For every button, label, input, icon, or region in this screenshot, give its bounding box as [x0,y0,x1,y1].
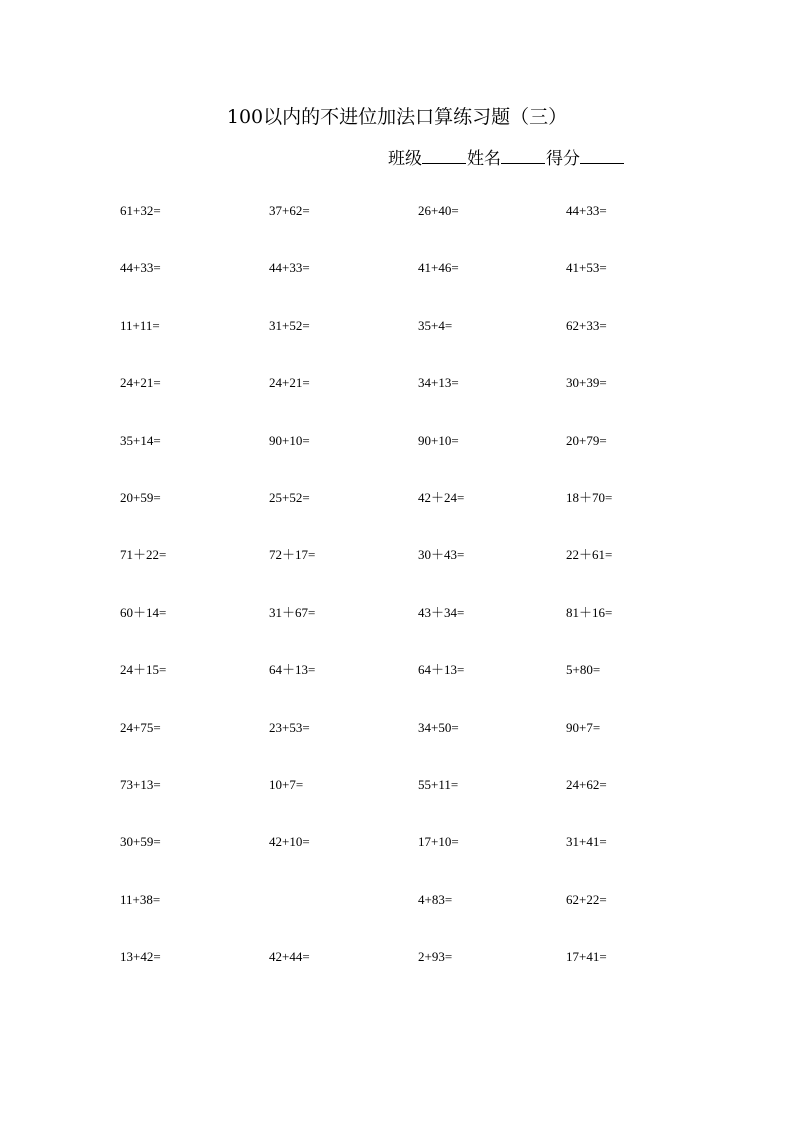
problem-row [120,719,720,776]
problem-item: 26+40= [418,203,459,218]
problem-item: 60＋14= [120,604,167,620]
problem-row [120,489,720,546]
problem-item: 13+42= [120,949,161,965]
problem-item: 35+4= [418,317,453,333]
problem-row [120,432,720,489]
score-blank[interactable] [580,147,624,164]
problem-item: 35+14= [120,432,161,448]
problem-item: 24+21= [269,375,310,391]
problem-item: 44+33= [269,260,310,276]
problem-item: 4+83= [418,891,453,907]
problem-item: 44+33= [120,260,161,276]
class-blank[interactable] [422,147,466,164]
problem-item: 41+53= [566,260,607,276]
problem-item: 20+79= [566,432,607,448]
problem-item: 73+13= [120,776,161,792]
problem-row [120,661,720,718]
problem-row [120,891,720,948]
problem-item: 17+10= [418,834,459,850]
problem-row [120,259,720,316]
page-title: 100以内的不进位加法口算练习题（三） [226,106,568,128]
problem-row [120,604,720,661]
problem-item: 30+59= [120,834,161,850]
problem-item: 30＋43= [418,547,465,563]
problem-item: 10+7= [269,776,304,792]
problem-row [120,202,720,259]
problem-item: 81＋16= [566,604,613,620]
problem-row [120,776,720,833]
problem-item: 64＋13= [418,662,465,678]
student-info-line [388,147,625,170]
problem-item: 31+41= [566,834,607,850]
problem-item: 24+21= [120,375,161,391]
problem-item: 34+50= [418,719,459,735]
problem-item: 42＋24= [418,489,465,505]
problem-row [120,546,720,603]
problem-item: 31＋67= [269,604,316,620]
problem-item: 42+44= [269,949,310,965]
problem-item: 34+13= [418,375,459,391]
class-label: 班级 [388,149,422,169]
problem-item: 90+10= [418,432,459,448]
name-blank[interactable] [501,147,545,164]
problem-item: 24＋15= [120,662,167,678]
problem-item: 5+80= [566,662,601,678]
problem-row [120,374,720,431]
problem-item: 18＋70= [566,489,613,505]
problem-item: 31+52= [269,317,310,333]
problem-item: 55+11= [418,776,459,792]
problem-item: 41+46= [418,260,459,276]
problem-row [120,948,720,1005]
score-label: 得分 [546,149,580,169]
problem-item: 62+33= [566,317,607,333]
problem-item: 20+59= [120,489,161,505]
problem-item: 11+11= [120,317,160,333]
problem-item: 90+10= [269,432,310,448]
problem-item: 24+62= [566,776,607,792]
problem-item: 61+32= [120,203,161,218]
problem-item: 71＋22= [120,547,167,563]
problem-item: 72＋17= [269,547,316,563]
problem-item: 44+33= [566,203,607,218]
problem-item: 43＋34= [418,604,465,620]
name-label: 姓名 [467,149,501,169]
problem-item: 25+52= [269,489,310,505]
problem-item: 11+38= [120,891,161,907]
problem-item: 22＋61= [566,547,613,563]
problem-row [120,317,720,374]
problem-item: 90+7= [566,719,601,735]
problem-item: 62+22= [566,891,607,907]
problem-item: 64＋13= [269,662,316,678]
problem-row [120,833,720,890]
problem-item: 24+75= [120,719,161,735]
problem-item: 2+93= [418,949,453,965]
problem-item: 23+53= [269,719,310,735]
problem-item: 42+10= [269,834,310,850]
problem-item: 37+62= [269,203,310,218]
problem-item: 17+41= [566,949,607,965]
problem-item: 30+39= [566,375,607,391]
problem-grid [120,202,720,1005]
